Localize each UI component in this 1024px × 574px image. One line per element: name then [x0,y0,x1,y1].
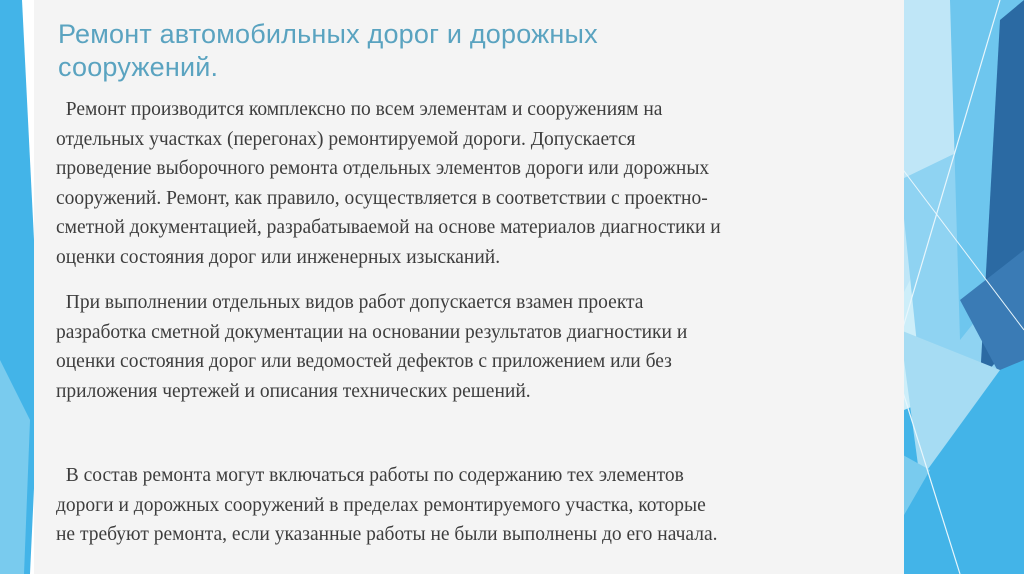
paragraph-line: отдельных участках (перегонах) ремонтируемой дороги. Допускается [56,128,636,150]
slide-title [58,18,778,84]
paragraph-line: разработка сметной документации на основании результатов диагностики и [56,321,688,343]
paragraph-2 [56,288,906,406]
paragraph-line: дороги и дорожных сооружений в пределах ремонтируемого участка, которые [56,494,706,516]
paragraph-line: сооружений. Ремонт, как правило, осуществляется в соответствии с проектно- [56,187,708,209]
paragraph-line: не требуют ремонта, если указанные работы не были выполнены до его начала. [56,524,718,545]
paragraph-line: При выполнении отдельных видов работ допускается взамен проекта [56,292,644,313]
paragraph-1 [56,95,906,272]
paragraph-line: проведение выборочного ремонта отдельных элементов дороги или дорожных [56,158,710,179]
paragraph-line: приложения чертежей и описания технических решений. [56,380,531,402]
paragraph-line: оценки состояния дорог или инженерных изысканий. [56,246,501,268]
paragraph-line: сметной документацией, разрабатываемой на основе материалов диагностики и [56,217,721,238]
title-line-1: Ремонт автомобильных дорог и дорожных [58,19,598,49]
paragraph-line: В состав ремонта могут включаться работы по содержанию тех элементов [56,465,684,486]
paragraph-3 [56,461,906,550]
title-line-2: сооружений. [58,52,219,82]
paragraph-line: Ремонт производится комплексно по всем элементам и сооружениям на [56,99,663,120]
paragraph-line: оценки состояния дорог или ведомостей дефектов с приложением или без [56,351,672,372]
